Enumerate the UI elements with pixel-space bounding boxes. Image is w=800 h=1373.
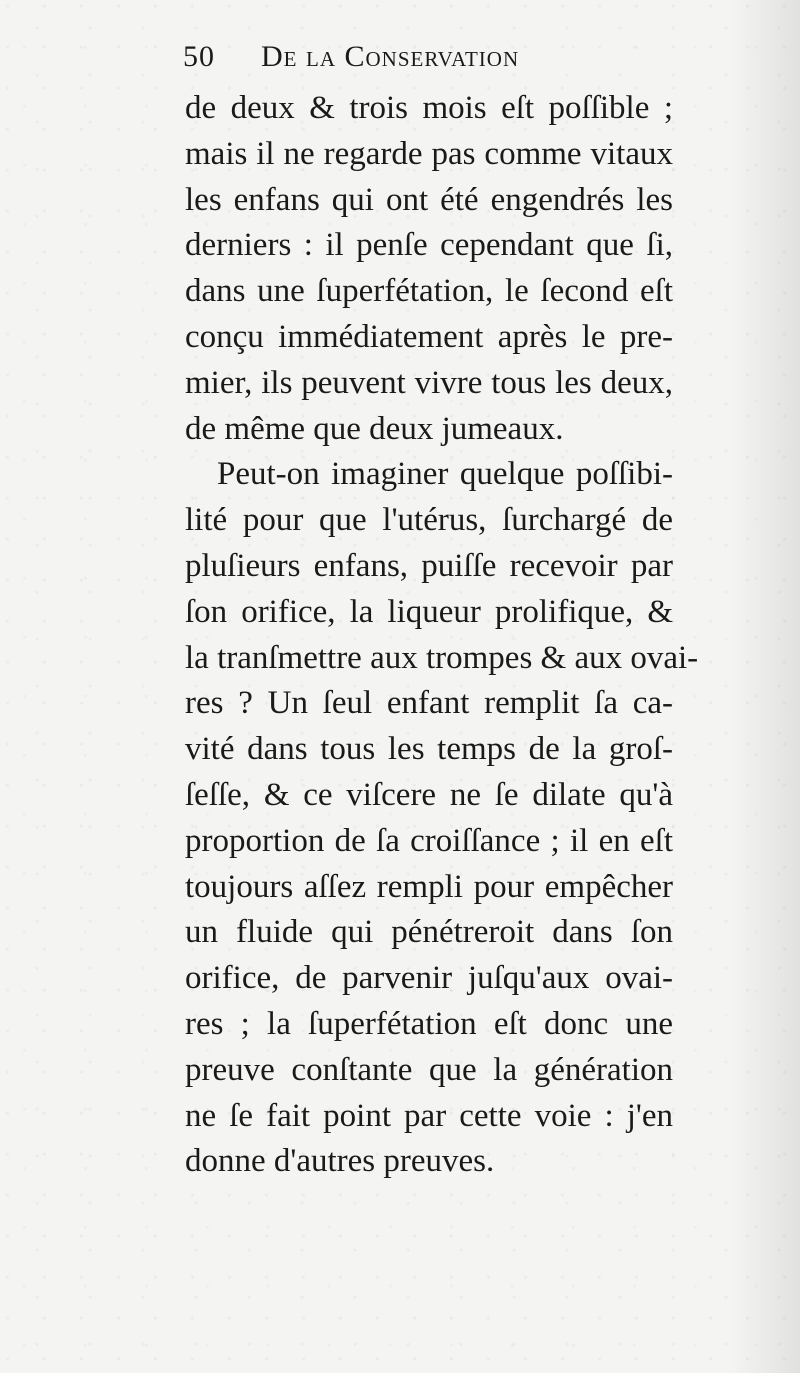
text-line: un fluide qui pénétreroit dans ſon	[185, 914, 673, 951]
running-title: De la Conservation	[261, 40, 520, 73]
text-line: Peut-on imaginer quelque poſſibi-	[217, 456, 673, 493]
text-line: orifice, de parvenir juſqu'aux ovai-	[185, 960, 673, 997]
text-line: la tranſmettre aux trompes & aux ovai-	[185, 639, 699, 676]
body-text	[185, 86, 699, 1185]
text-line: pluſieurs enfans, puiſſe recevoir par	[185, 547, 673, 584]
text-line: les enfans qui ont été engendrés les	[185, 181, 673, 218]
text-line: ſon orifice, la liqueur prolifique, &	[185, 593, 673, 630]
text-line: de deux & trois mois eſt poſſible ;	[185, 90, 673, 126]
text-line: conçu immédiatement après le pre-	[185, 318, 673, 355]
text-line: res ; la ſuperfétation eſt donc une	[185, 1005, 673, 1042]
text-line: de même que deux jumeaux.	[185, 410, 564, 447]
text-line: donne d'autres preuves.	[185, 1143, 495, 1180]
text-line: mier, ils peuvent vivre tous les deux,	[185, 364, 673, 401]
text-line: dans une ſuperfétation, le ſecond eſt	[185, 273, 673, 310]
text-line: toujours aſſez rempli pour empêcher	[185, 868, 673, 905]
text-line: ſeſſe, & ce viſcere ne ſe dilate qu'à	[185, 776, 673, 813]
text-line: ne ſe fait point par cette voie : j'en	[185, 1097, 673, 1134]
text-line: lité pour que l'utérus, ſurchargé de	[185, 502, 673, 539]
page-number: 50	[183, 40, 215, 73]
text-line: proportion de ſa croiſſance ; il en eſt	[185, 822, 673, 859]
text-line: res ? Un ſeul enfant remplit ſa ca-	[185, 685, 673, 722]
text-line: derniers : il penſe cependant que ſi,	[185, 227, 673, 264]
text-line: vité dans tous les temps de la groſ-	[185, 731, 673, 768]
text-line: mais il ne regarde pas comme vitaux	[185, 135, 673, 172]
running-header	[183, 40, 603, 84]
text-line: preuve conſtante que la génération	[185, 1051, 673, 1088]
page-edge-shadow	[730, 0, 800, 1373]
